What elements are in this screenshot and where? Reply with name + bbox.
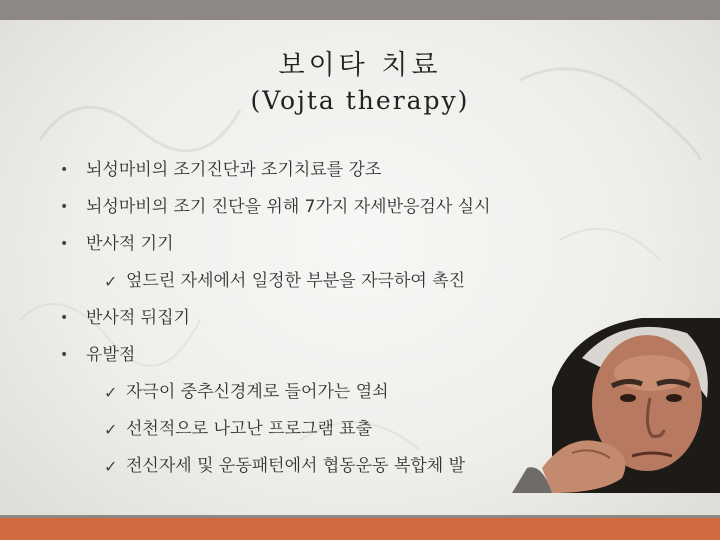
title-english: (Vojta therapy) <box>250 86 470 115</box>
check-mark-icon: ✓ <box>104 420 118 439</box>
bullet-dot-icon: • <box>60 347 69 363</box>
bottom-bar <box>0 518 720 540</box>
bullet-dot-icon: • <box>60 310 69 326</box>
sub-bullet-text: 전신자세 및 운동패턴에서 협동운동 복합체 발 <box>126 456 466 476</box>
check-mark-icon: ✓ <box>104 457 118 476</box>
portrait-photo <box>512 318 720 493</box>
bullet-dot-icon: • <box>60 162 69 178</box>
check-mark-icon: ✓ <box>104 272 118 291</box>
bullet-text: 반사적 뒤집기 <box>86 308 190 328</box>
sub-bullet-item <box>60 263 620 300</box>
title-korean: 보이타 치료 <box>278 50 442 81</box>
bullet-dot-icon: • <box>60 199 69 215</box>
check-mark-icon: ✓ <box>104 383 118 402</box>
bullet-item <box>60 226 620 263</box>
bullet-text: 유발점 <box>86 345 136 365</box>
bullet-item <box>60 152 620 189</box>
sub-bullet-text: 엎드린 자세에서 일정한 부분을 자극하여 촉진 <box>126 271 466 291</box>
slide-title <box>0 48 720 118</box>
bullet-dot-icon: • <box>60 236 69 252</box>
bullet-text: 뇌성마비의 조기진단과 조기치료를 강조 <box>86 160 382 180</box>
bullet-item <box>60 189 620 226</box>
sub-bullet-text: 선천적으로 나고난 프로그램 표출 <box>126 419 373 439</box>
top-bar <box>0 0 720 20</box>
bullet-text: 반사적 기기 <box>86 234 174 254</box>
bullet-text: 뇌성마비의 조기 진단을 위해 7가지 자세반응검사 실시 <box>86 197 491 217</box>
sub-bullet-text: 자극이 중추신경계로 들어가는 열쇠 <box>126 382 389 402</box>
